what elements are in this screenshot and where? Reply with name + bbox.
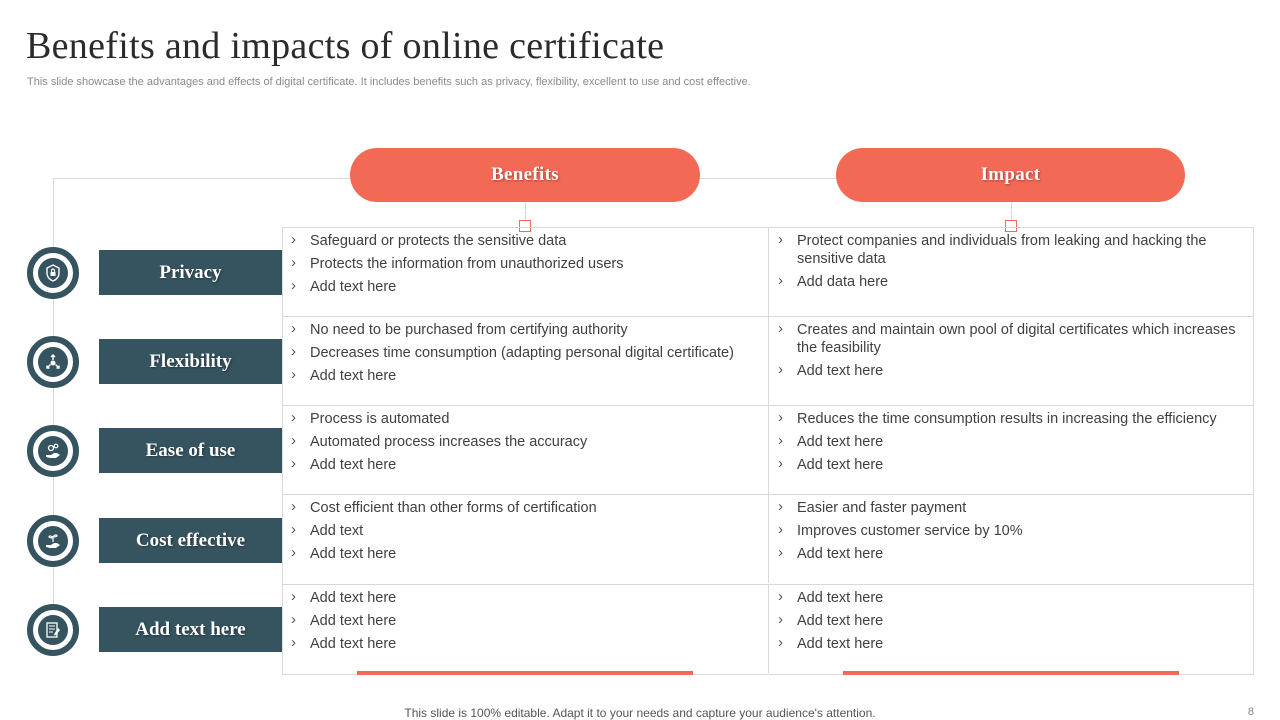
list-item: › Add text here: [777, 433, 1246, 451]
table-row: [282, 405, 1254, 494]
benefits-cell: [282, 405, 768, 494]
list-item: › Add data here: [777, 273, 1246, 291]
list-item: › Add text here: [290, 456, 760, 474]
list-item: › Add text here: [290, 545, 760, 563]
list-item: › Protects the information from unauthorized users: [290, 255, 760, 273]
row-label-ease-of-use: Ease of use: [99, 428, 282, 473]
benefits-cell: [282, 316, 768, 405]
list-item: › Add text here: [777, 545, 1246, 563]
impact-header: Impact: [836, 148, 1185, 202]
flexible-arrows-icon: [38, 347, 68, 377]
list-item: › Add text here: [290, 367, 760, 385]
impact-cell: [768, 316, 1254, 405]
hand-plant-icon: [38, 526, 68, 556]
list-item: › Add text here: [777, 612, 1246, 630]
footer-note: This slide is 100% editable. Adapt it to your needs and capture your audience's attention.: [404, 706, 876, 720]
list-item: › Add text here: [290, 589, 760, 607]
list-item: › Add text here: [290, 278, 760, 296]
impact-bottom-bar: [843, 671, 1179, 675]
page-subtitle: This slide showcase the advantages and effects of digital certificate. It includes benefits such as privacy, flexibility, excellent to use and cost effective.: [27, 76, 751, 88]
connector-top-line: [53, 178, 350, 179]
row-icon-circle: [27, 604, 79, 656]
benefits-cell: [282, 584, 768, 673]
impact-cell: [768, 405, 1254, 494]
benefits-bottom-bar: [357, 671, 693, 675]
table-row: [282, 584, 1254, 673]
row-label-flexibility: Flexibility: [99, 339, 282, 384]
list-item: › Process is automated: [290, 410, 760, 428]
list-item: › Cost efficient than other forms of certification: [290, 499, 760, 517]
list-item: › Creates and maintain own pool of digital certificates which increases the feasibility: [777, 321, 1246, 357]
page-number: 8: [1247, 706, 1254, 718]
table-row: [282, 227, 1254, 316]
list-item: › Add text here: [290, 635, 760, 653]
list-item: › No need to be purchased from certifying authority: [290, 321, 760, 339]
table-row: [282, 494, 1254, 583]
list-item: › Add text here: [777, 362, 1246, 380]
row-icon-circle: [27, 515, 79, 567]
list-item: › Improves customer service by 10%: [777, 522, 1246, 540]
row-icon-circle: [27, 336, 79, 388]
row-label-cost-effective: Cost effective: [99, 518, 282, 563]
benefits-header: Benefits: [350, 148, 700, 202]
connector-benefits-stem: [525, 202, 526, 222]
list-item: › Easier and faster payment: [777, 499, 1246, 517]
list-item: › Add text here: [777, 589, 1246, 607]
lock-shield-icon: [38, 258, 68, 288]
list-item: › Add text here: [777, 456, 1246, 474]
page-title: Benefits and impacts of online certificate: [26, 25, 665, 67]
list-item: › Add text here: [290, 612, 760, 630]
list-item: › Add text: [290, 522, 760, 540]
row-label-add-text: Add text here: [99, 607, 282, 652]
list-item: › Add text here: [777, 635, 1246, 653]
table-row: [282, 316, 1254, 405]
impact-cell: [768, 584, 1254, 673]
connector-impact-stem: [1011, 202, 1012, 222]
connector-middle-line: [700, 178, 836, 179]
row-label-privacy: Privacy: [99, 250, 282, 295]
impact-cell: [768, 494, 1254, 583]
row-icon-circle: [27, 425, 79, 477]
benefits-cell: [282, 227, 768, 316]
list-item: › Decreases time consumption (adapting personal digital certificate): [290, 344, 760, 362]
list-item: › Reduces the time consumption results in increasing the efficiency: [777, 410, 1246, 428]
benefits-cell: [282, 494, 768, 583]
impact-cell: [768, 227, 1254, 316]
list-item: › Automated process increases the accuracy: [290, 433, 760, 451]
hand-gears-icon: [38, 436, 68, 466]
list-item: › Safeguard or protects the sensitive data: [290, 232, 760, 250]
list-item: › Protect companies and individuals from leaking and hacking the sensitive data: [777, 232, 1246, 268]
document-pen-icon: [38, 615, 68, 645]
row-icon-circle: [27, 247, 79, 299]
